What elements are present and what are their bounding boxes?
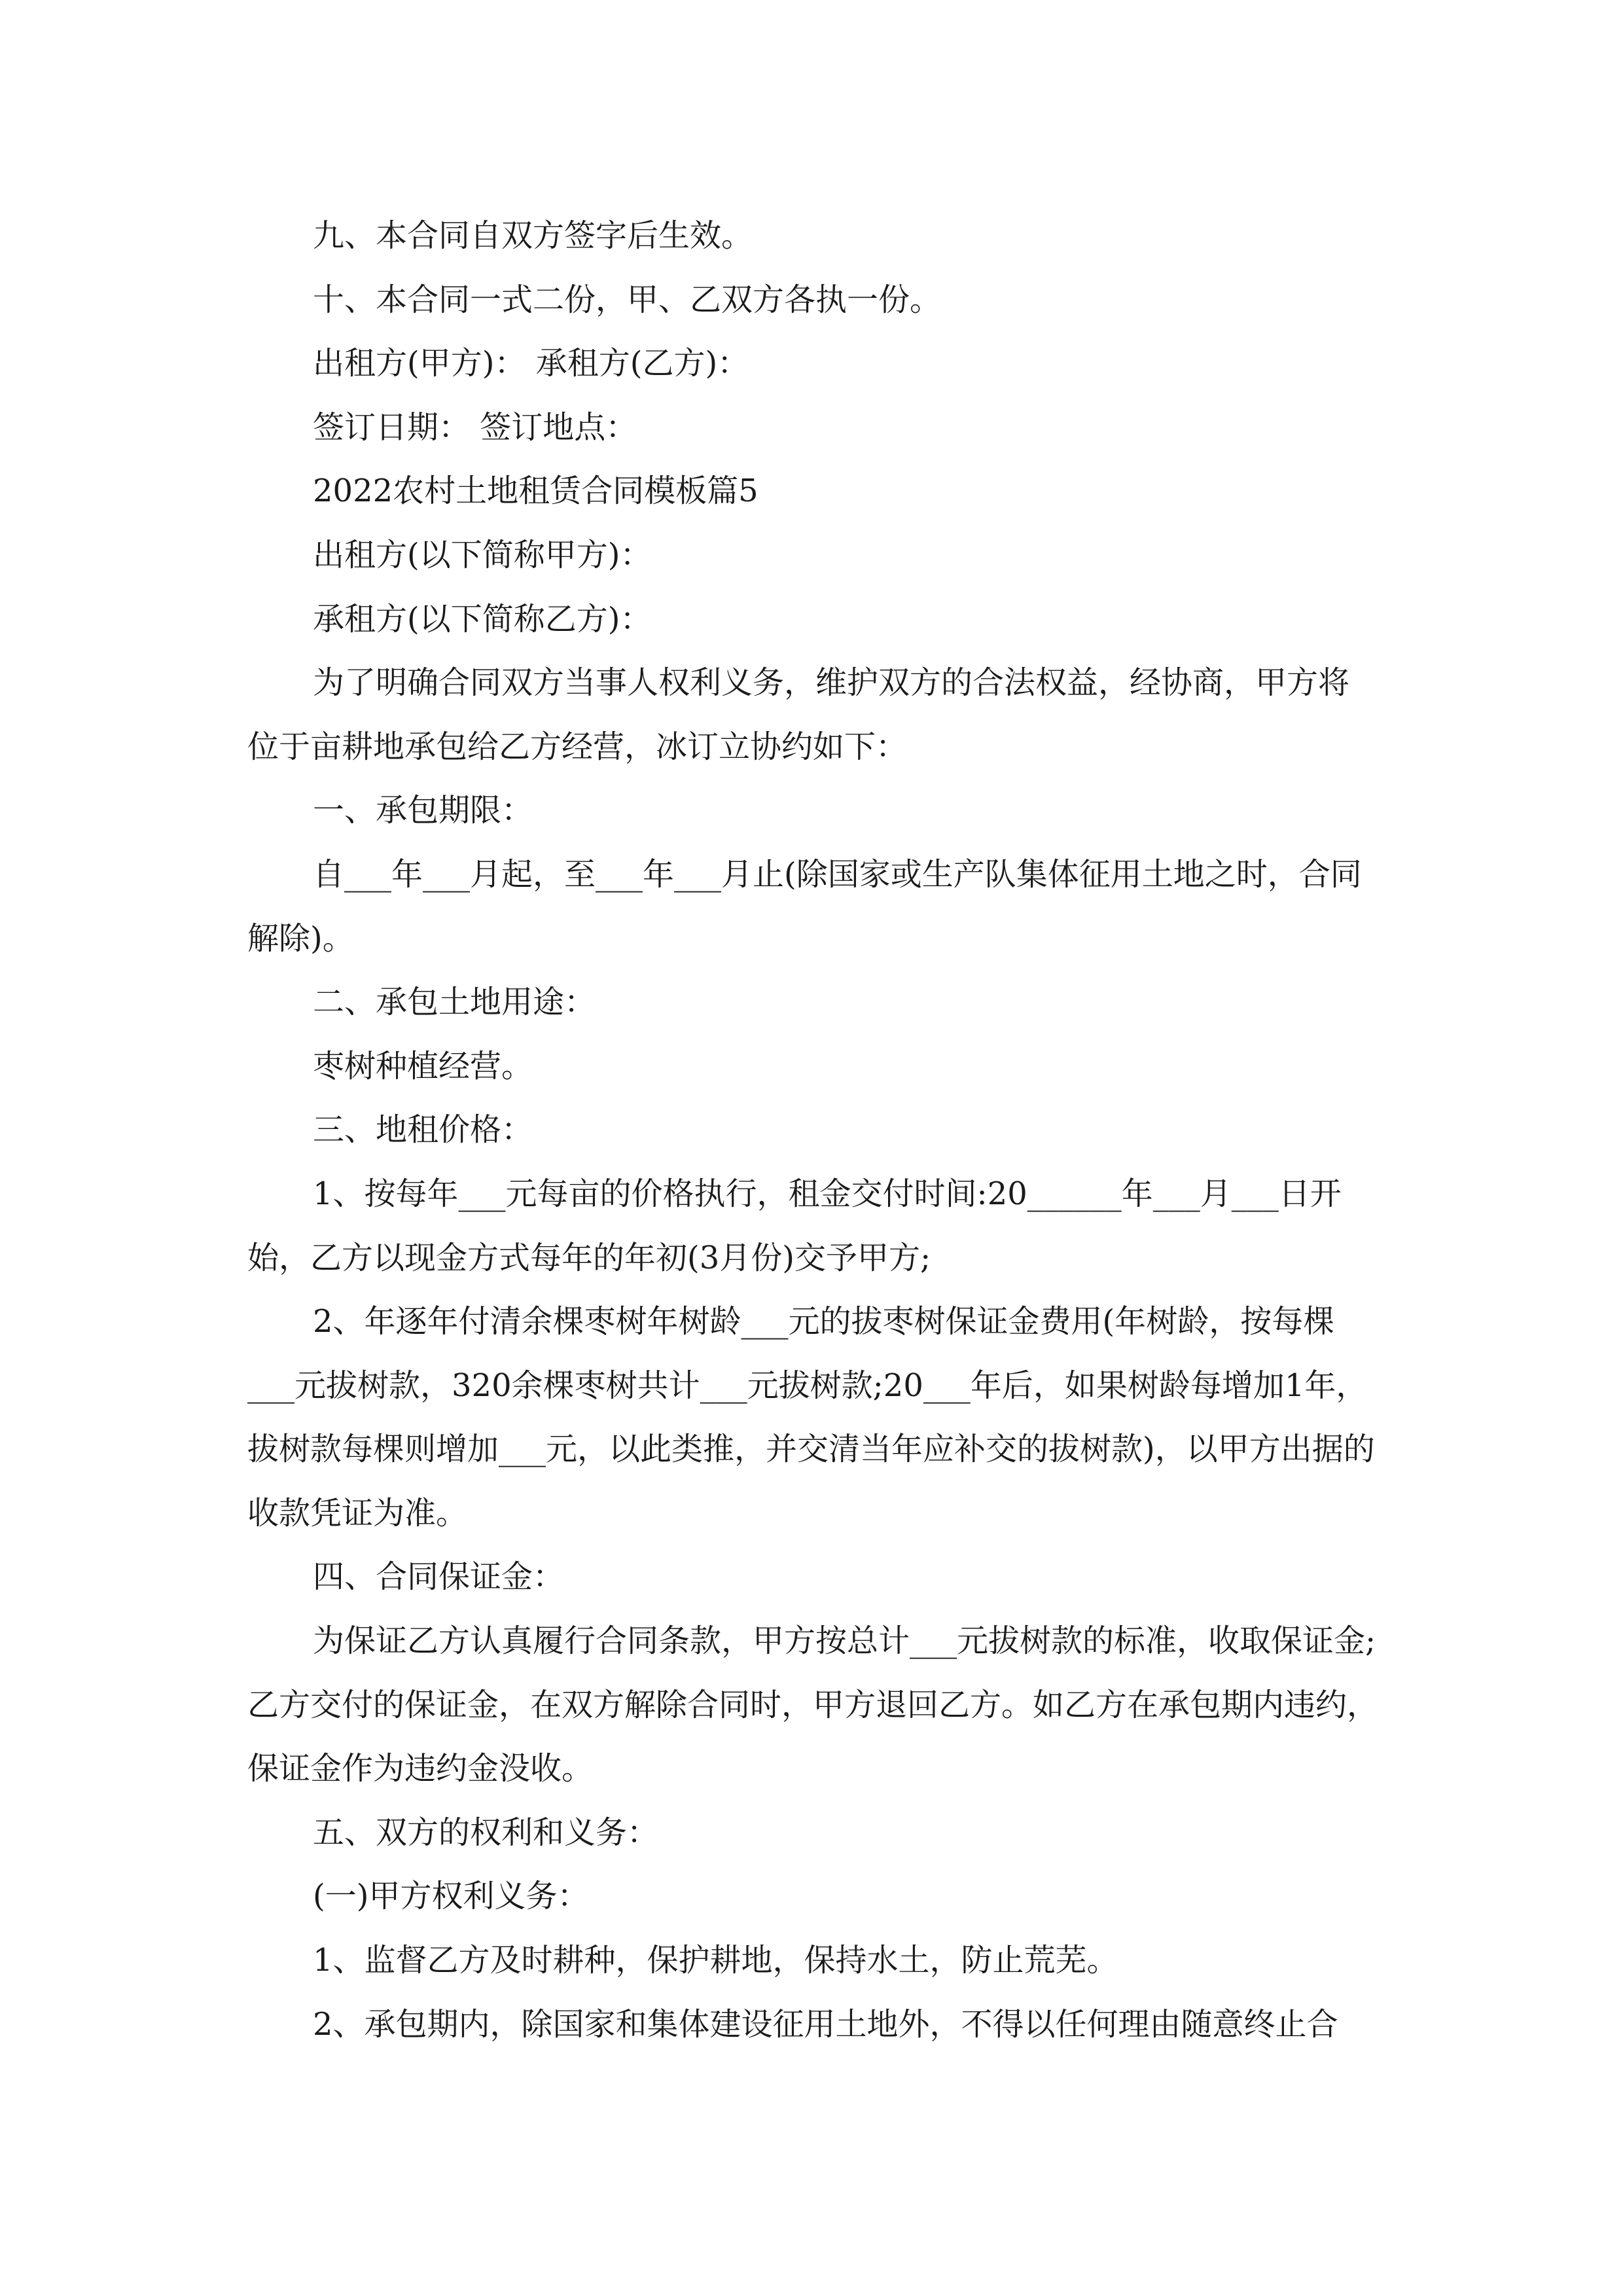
contract-body: [247, 204, 1380, 2056]
clause-three-item-1: 1、按每年___元每亩的价格执行，租金交付时间:20______年___月___日开始，乙方以现金方式每年的年初(3月份)交予甲方;: [247, 1175, 1342, 1276]
clause-two-body: 枣树种植经营。: [313, 1047, 533, 1085]
signing-date-place-line: 签订日期： 签订地点：: [313, 408, 637, 446]
clause-ten: 十、本合同一式二份，甲、乙双方各执一份。: [313, 281, 942, 318]
clause-one-heading: 一、承包期限：: [313, 792, 533, 829]
lessee-line: 承租方(以下简称乙方)：: [313, 600, 652, 637]
clause-one-body: 自___年___月起，至___年___月止(除国家或生产队集体征用土地之时，合同解除)。: [247, 855, 1362, 957]
clause-two-heading: 二、承包土地用途：: [313, 984, 596, 1021]
party-a-duties-heading: (一)甲方权利义务：: [313, 1878, 589, 1915]
party-a-duty-1: 1、监督乙方及时耕种，保护耕地，保持水土，防止荒芜。: [313, 1942, 1118, 1979]
signature-parties-line: 出租方(甲方)： 承租方(乙方)：: [313, 345, 749, 382]
section-heading: 2022农村土地租赁合同模板篇5: [313, 473, 758, 510]
clause-three-heading: 三、地租价格：: [313, 1111, 533, 1149]
party-a-duty-2: 2、承包期内，除国家和集体建设征用土地外，不得以任何理由随意终止合: [313, 2005, 1338, 2043]
clause-five-heading: 五、双方的权利和义务：: [313, 1814, 659, 1851]
preamble-paragraph: 为了明确合同双方当事人权利义务，维护双方的合法权益，经协商，甲方将位于亩耕地承包给乙方经营，冰订立协约如下：: [247, 664, 1350, 765]
clause-nine: 九、本合同自双方签字后生效。: [313, 217, 753, 254]
lessor-line: 出租方(以下简称甲方)：: [313, 536, 652, 573]
clause-four-body: 为保证乙方认真履行合同条款，甲方按总计___元拔树款的标准，收取保证金;乙方交付的保证金，在双方解除合同时，甲方退回乙方。如乙方在承包期内违约，保证金作为违约金没收。: [247, 1623, 1379, 1787]
clause-four-heading: 四、合同保证金：: [313, 1558, 565, 1596]
clause-three-item-2: 2、年逐年付清余棵枣树年树龄___元的拔枣树保证金费用(年树龄，按每棵___元拔树款，320余棵枣树共计___元拔树款;20___年后，如果树龄每增加1年，拔树款每棵则增加___元，以此类推，并交清当年应补交的拔树款)，以甲方出据的收款凭证为准。: [247, 1303, 1375, 1532]
